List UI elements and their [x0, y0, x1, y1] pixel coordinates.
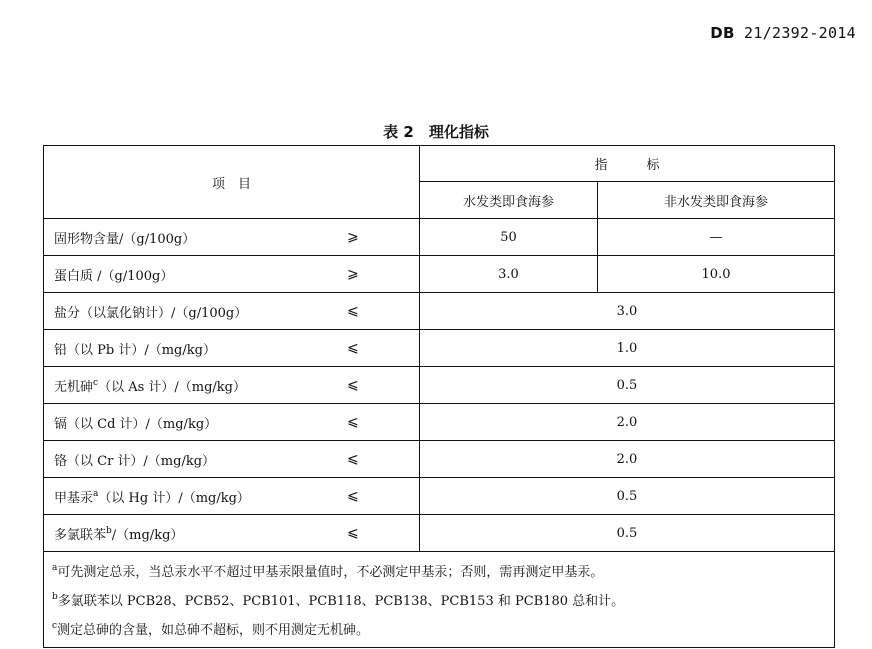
footnote-ref: c [93, 377, 99, 388]
item-label: 无机砷 [54, 379, 94, 395]
value-cell: 2.0 [420, 404, 835, 441]
comparison-symbol: ⩽ [347, 303, 359, 319]
table-row [44, 367, 835, 404]
comparison-symbol: ⩽ [347, 340, 359, 356]
item-label-unit: （以 As 计）/（mg/kg） [98, 379, 246, 395]
table-row [44, 293, 835, 330]
item-cell [44, 293, 420, 330]
subcol-water-soaked: 水发类即食海参 [420, 182, 598, 219]
item-label: 铬（以 Cr 计）/（mg/kg） [54, 453, 216, 469]
item-label-unit: /（mg/kg） [111, 527, 184, 543]
item-label: 甲基汞 [54, 490, 94, 506]
item-cell [44, 441, 420, 478]
value-cell-water-soaked: 50 [420, 219, 598, 256]
footnote [52, 614, 826, 643]
table-caption: 表 2 理化指标 [383, 123, 489, 141]
footnote [52, 585, 826, 614]
item-label: 盐分（以氯化钠计）/（g/100g） [54, 305, 248, 321]
table-row [44, 256, 835, 293]
footnote-marker: c [52, 621, 58, 631]
comparison-symbol: ⩾ [347, 266, 359, 282]
comparison-symbol: ⩽ [347, 451, 359, 467]
value-cell: 1.0 [420, 330, 835, 367]
footnote [52, 556, 826, 585]
footnote-text: 可先测定总汞，当总汞水平不超过甲基汞限量值时，不必测定甲基汞；否则，需再测定甲基汞。 [57, 565, 604, 580]
col-item-header: 项 目 [44, 146, 420, 219]
col-index-header: 指 标 [420, 146, 835, 182]
comparison-symbol: ⩽ [347, 414, 359, 430]
item-label: 固形物含量/（g/100g） [54, 231, 196, 247]
value-cell-non-water-soaked: 10.0 [598, 256, 835, 293]
value-cell: 0.5 [420, 478, 835, 515]
footnote-marker: b [52, 592, 58, 602]
footnote-ref: b [106, 525, 112, 536]
standard-code [710, 24, 856, 42]
table-row [44, 219, 835, 256]
item-cell [44, 515, 420, 552]
value-cell: 3.0 [420, 293, 835, 330]
item-cell [44, 404, 420, 441]
item-cell [44, 330, 420, 367]
item-label-unit: （以 Hg 计）/（mg/kg） [98, 490, 250, 506]
table-row [44, 404, 835, 441]
table-row [44, 441, 835, 478]
standard-number: 21/2392-2014 [744, 24, 856, 42]
table-row [44, 330, 835, 367]
table-row [44, 515, 835, 552]
footnote-ref: a [93, 488, 99, 499]
item-cell [44, 219, 420, 256]
footnote-text: 测定总砷的含量，如总砷不超标，则不用测定无机砷。 [57, 623, 370, 638]
spec-table [43, 145, 835, 648]
value-cell: 2.0 [420, 441, 835, 478]
item-label: 多氯联苯 [54, 527, 107, 543]
value-cell: 0.5 [420, 515, 835, 552]
item-label: 铅（以 Pb 计）/（mg/kg） [54, 342, 216, 358]
header-row [44, 146, 835, 182]
notes-row [44, 552, 835, 648]
item-cell [44, 478, 420, 515]
subcol-non-water-soaked: 非水发类即食海参 [598, 182, 835, 219]
item-label: 镉（以 Cd 计）/（mg/kg） [54, 416, 218, 432]
comparison-symbol: ⩽ [347, 525, 359, 541]
table-row [44, 478, 835, 515]
value-cell-water-soaked: 3.0 [420, 256, 598, 293]
value-cell-non-water-soaked: — [598, 219, 835, 256]
comparison-symbol: ⩾ [347, 229, 359, 245]
footnotes [44, 552, 835, 648]
item-cell [44, 367, 420, 404]
value-cell: 0.5 [420, 367, 835, 404]
comparison-symbol: ⩽ [347, 488, 359, 504]
standard-prefix: DB [710, 24, 735, 42]
comparison-symbol: ⩽ [347, 377, 359, 393]
footnote-marker: a [52, 563, 58, 573]
item-label: 蛋白质 /（g/100g） [54, 268, 174, 284]
footnote-text: 多氯联苯以 PCB28、PCB52、PCB101、PCB118、PCB138、PCB153 和 PCB180 总和计。 [57, 594, 625, 609]
item-cell [44, 256, 420, 293]
